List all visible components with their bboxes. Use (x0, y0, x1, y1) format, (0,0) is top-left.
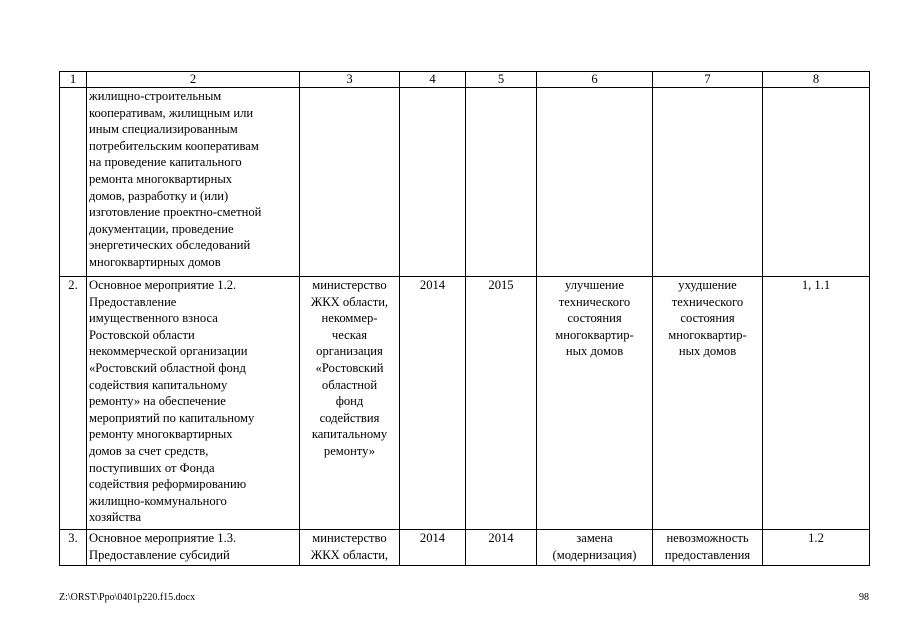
consequence-cell: ухудшение технического состояния многоквартир- ных домов (653, 277, 763, 530)
consequence-cell (653, 88, 763, 277)
executor-cell (300, 88, 400, 277)
expected-result-cell (537, 88, 653, 277)
column-number: 6 (537, 72, 653, 88)
expected-result-cell: улучшение технического состояния многоквартир- ных домов (537, 277, 653, 530)
column-number: 7 (653, 72, 763, 88)
column-number: 1 (60, 72, 87, 88)
measure-description-cell: Основное мероприятие 1.3. Предоставление субсидий (87, 530, 300, 566)
measure-description-cell: жилищно-строительным кооперативам, жилищным или иным специализированным потребительским кооперативам на проведение капитального ремонта многоквартирных домов, разработку и (или) изготовление проектно-сметной документации, проведение энергетических обследований многоквартирных домов (87, 88, 300, 277)
row-number-cell: 3. (60, 530, 87, 566)
indicator-link-cell: 1, 1.1 (763, 277, 870, 530)
start-year-cell: 2014 (400, 530, 466, 566)
file-path-footer: Z:\ORST\Ppo\0401p220.f15.docx (59, 592, 196, 603)
measures-table (59, 71, 870, 566)
indicator-link-cell: 1.2 (763, 530, 870, 566)
indicator-link-cell (763, 88, 870, 277)
executor-cell: министерство ЖКХ области, некоммер- ческая организация «Ростовский областной фонд содействия капитальному ремонту» (300, 277, 400, 530)
expected-result-cell: замена (модернизация) (537, 530, 653, 566)
measure-description-cell: Основное мероприятие 1.2. Предоставление имущественного взноса Ростовской области некоммерческой организации «Ростовский областной фонд содействия капитальному ремонту» на обеспечение мероприятий по капитальному ремонту многоквартирных домов за счет средств, поступивших от Фонда содействия реформированию жилищно-коммунального хозяйства (87, 277, 300, 530)
end-year-cell: 2015 (466, 277, 537, 530)
table-row (60, 88, 870, 277)
column-number: 5 (466, 72, 537, 88)
row-number-cell: 2. (60, 277, 87, 530)
column-number: 4 (400, 72, 466, 88)
column-number-row (60, 72, 870, 88)
executor-cell: министерство ЖКХ области, (300, 530, 400, 566)
table-row (60, 277, 870, 530)
table-row (60, 530, 870, 566)
consequence-cell: невозможность предоставления (653, 530, 763, 566)
column-number: 2 (87, 72, 300, 88)
column-number: 8 (763, 72, 870, 88)
end-year-cell: 2014 (466, 530, 537, 566)
page-number: 98 (859, 592, 869, 603)
start-year-cell: 2014 (400, 277, 466, 530)
column-number: 3 (300, 72, 400, 88)
start-year-cell (400, 88, 466, 277)
row-number-cell (60, 88, 87, 277)
end-year-cell (466, 88, 537, 277)
